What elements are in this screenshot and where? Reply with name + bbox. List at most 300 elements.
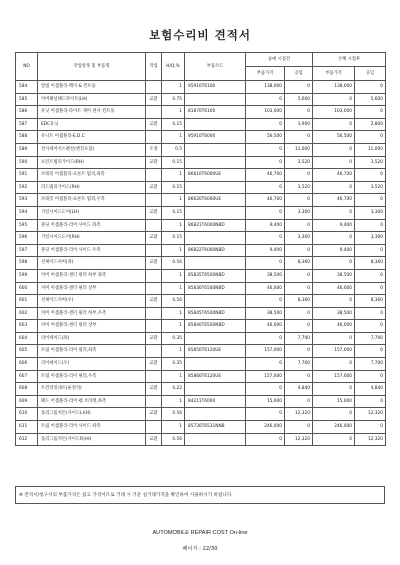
cell-hq: 0.15: [162, 156, 185, 169]
cell-code: [185, 295, 246, 308]
cell-part-price: 0: [246, 118, 285, 131]
cell-no: 608: [16, 383, 38, 396]
cell-part-price: 0: [246, 143, 285, 156]
cell-part-price-2: 38,500: [313, 307, 355, 320]
cell-work: [146, 282, 162, 295]
cell-code: 85840T6500NBD: [185, 320, 246, 333]
cell-hq: 0.15: [162, 118, 185, 131]
cell-name: 앞범 어셈블리-백미 & 컨트롤: [38, 81, 146, 94]
cell-hq: 1: [162, 169, 185, 182]
table-row: [16, 282, 386, 295]
cell-part-price-2: 9,400: [313, 219, 355, 232]
cell-work: 교환: [146, 93, 162, 106]
document-title: 보험수리비 견적서: [149, 28, 251, 42]
cell-labor-2: 5,600: [355, 93, 386, 106]
cell-part-price-2: 0: [313, 156, 355, 169]
page-indicator: 페이지 : 22/30: [182, 546, 218, 552]
cell-part-price-2: 46,700: [313, 194, 355, 207]
cell-part-price: 157,000: [246, 345, 285, 358]
cell-labor: 8,360: [285, 257, 313, 270]
cell-part-price: 0: [246, 181, 285, 194]
cell-part-price: 38,500: [246, 269, 285, 282]
cell-code: 85850T6120UE: [185, 345, 246, 358]
cell-name: 리드범퍼가이드(RH): [38, 181, 146, 194]
cell-part-price-2: 0: [313, 433, 355, 446]
table-body: [16, 81, 386, 446]
cell-labor-2: 0: [355, 219, 386, 232]
cell-labor: 0: [285, 169, 313, 182]
cell-labor-2: 0: [355, 169, 386, 182]
cell-code: 85860T6120UE: [185, 370, 246, 383]
cell-part-price-2: 157,000: [313, 370, 355, 383]
cell-work: [146, 81, 162, 94]
cell-code: [185, 383, 246, 396]
cell-work: [146, 219, 162, 232]
cell-name: 브래킷 어셈블리-프론트 범퍼,좌측: [38, 169, 146, 182]
cell-name: 전자제어서스펜션(엔진포함): [38, 143, 146, 156]
cell-part-price: 46,000: [246, 320, 285, 333]
cell-labor: 4,840: [285, 383, 313, 396]
cell-name: 롤리그롭커튼(사이드R)(H): [38, 433, 146, 446]
cell-code: [185, 206, 246, 219]
cell-no: 612: [16, 433, 38, 446]
cell-labor: 0: [285, 244, 313, 257]
cell-name: 커버 어셈블리-센터 필러 하부,우측: [38, 307, 146, 320]
cell-part-price: 46,000: [246, 282, 285, 295]
cell-name: 트림 어셈블리-리어 필러,우측: [38, 370, 146, 383]
cell-hq: 1: [162, 131, 185, 144]
table-row: [16, 118, 386, 131]
cell-labor: 3,520: [285, 181, 313, 194]
cell-name: 가일사이드도어(LH): [38, 206, 146, 219]
cell-work: 교환: [146, 408, 162, 421]
cell-code: [185, 143, 246, 156]
cell-part-price-2: 0: [313, 408, 355, 421]
cell-labor-2: 4,840: [355, 383, 386, 396]
header-labor-2: 공임: [355, 67, 386, 81]
cell-part-price: 0: [246, 156, 285, 169]
table-row: [16, 169, 386, 182]
table-row: [16, 395, 386, 408]
cell-labor-2: 0: [355, 106, 386, 119]
cell-no: 585: [16, 93, 38, 106]
cell-labor: 0: [285, 320, 313, 333]
cell-labor: 5,600: [285, 93, 313, 106]
cell-labor-2: 0: [355, 345, 386, 358]
cell-no: 610: [16, 408, 38, 421]
header-name: 작업항목 및 부품명: [38, 53, 146, 81]
cell-code: 85835T6500NBD: [185, 269, 246, 282]
cell-hq: 0.15: [162, 232, 185, 245]
cell-code: 85845T6500NBD: [185, 307, 246, 320]
cell-work: 교환: [146, 232, 162, 245]
cell-code: 84211T6000: [185, 395, 246, 408]
cell-no: 598: [16, 257, 38, 270]
cell-part-price-2: 246,000: [313, 421, 355, 434]
cell-part-price-2: 0: [313, 93, 355, 106]
cell-part-price-2: 46,000: [313, 282, 355, 295]
table-row: [16, 93, 386, 106]
cell-labor: 3,520: [285, 156, 313, 169]
cell-no: 595: [16, 219, 38, 232]
cell-part-price-2: 0: [313, 332, 355, 345]
cell-work: [146, 131, 162, 144]
cell-no: 589: [16, 143, 38, 156]
cell-hq: 1: [162, 370, 185, 383]
cell-name: EDC유닛: [38, 118, 146, 131]
cell-hq: 0.35: [162, 358, 185, 371]
cell-hq: 0.56: [162, 295, 185, 308]
table-row: [16, 345, 386, 358]
header-code: 부품코드: [185, 53, 246, 81]
cell-hq: 0.56: [162, 257, 185, 270]
cell-hq: 0.56: [162, 408, 185, 421]
cell-labor-2: 3,520: [355, 181, 386, 194]
cell-no: 602: [16, 307, 38, 320]
cell-no: 584: [16, 81, 38, 94]
cell-work: 교환: [146, 118, 162, 131]
cell-hq: 1: [162, 81, 185, 94]
header-labor: 공임: [285, 67, 313, 81]
cell-part-price-2: 56,500: [313, 131, 355, 144]
cell-code: 95910T6000: [185, 131, 246, 144]
table-row: [16, 370, 386, 383]
cell-no: 596: [16, 232, 38, 245]
cell-labor: 0: [285, 106, 313, 119]
table-row: [16, 332, 386, 345]
cell-code: 86822T6000NBD: [185, 244, 246, 257]
table-row: [16, 131, 386, 144]
cell-hq: 0.22: [162, 383, 185, 396]
cell-name: 유니트 어셈블리-E.D.C: [38, 131, 146, 144]
cell-work: 교환: [146, 257, 162, 270]
cell-work: 교환: [146, 295, 162, 308]
cell-labor: 0: [285, 370, 313, 383]
cell-hq: 1: [162, 307, 185, 320]
cell-part-price: 46,700: [246, 169, 285, 182]
cell-no: 587: [16, 118, 38, 131]
table-row: [16, 408, 386, 421]
cell-labor-2: 8,360: [355, 295, 386, 308]
cell-work: [146, 106, 162, 119]
cell-name: 선셰이드커버(우): [38, 295, 146, 308]
cell-name: 선셰이드커버(좌): [38, 257, 146, 270]
cell-work: [146, 269, 162, 282]
cell-no: 594: [16, 206, 38, 219]
cell-name: 가일사이드도어(RH): [38, 232, 146, 245]
cell-no: 605: [16, 345, 38, 358]
cell-name: 트림 어셈블리-리어 필러,좌측: [38, 345, 146, 358]
cell-labor-2: 0: [355, 244, 386, 257]
cell-labor-2: 0: [355, 370, 386, 383]
cell-part-price: 0: [246, 206, 285, 219]
table-row: [16, 181, 386, 194]
cell-code: [185, 118, 246, 131]
cell-part-price: 0: [246, 93, 285, 106]
table-row: [16, 358, 386, 371]
cell-work: [146, 194, 162, 207]
cell-work: 교환: [146, 206, 162, 219]
cell-part-price-2: 9,400: [313, 244, 355, 257]
cell-labor: 0: [285, 282, 313, 295]
cell-code: 86821T6000NBD: [185, 219, 246, 232]
cell-labor-2: 7,700: [355, 358, 386, 371]
cell-labor: 3,300: [285, 232, 313, 245]
table-row: [16, 383, 386, 396]
cell-labor-2: 12,320: [355, 433, 386, 446]
cell-part-price: 15,000: [246, 395, 285, 408]
cell-work: 교환: [146, 383, 162, 396]
header-damage-group: 손해 시점후: [313, 53, 386, 67]
cell-hq: 1: [162, 194, 185, 207]
cell-name: 트림 어셈블리-리어 사이드 좌측: [38, 421, 146, 434]
cell-part-price: 46,700: [246, 194, 285, 207]
cell-part-price-2: 103,000: [313, 106, 355, 119]
cell-part-price: 9,400: [246, 219, 285, 232]
cell-part-price-2: 0: [313, 143, 355, 156]
cell-name: 커버패널헤드라이트(LH): [38, 93, 146, 106]
cell-labor: 12,320: [285, 433, 313, 446]
cell-part-price-2: 0: [313, 358, 355, 371]
cell-work: 교환: [146, 358, 162, 371]
cell-work: [146, 421, 162, 434]
table-row: [16, 269, 386, 282]
cell-work: [146, 169, 162, 182]
cell-part-price-2: 0: [313, 118, 355, 131]
cell-labor-2: 3,300: [355, 206, 386, 219]
cell-work: [146, 345, 162, 358]
cell-labor: 0: [285, 421, 313, 434]
cell-labor: 7,700: [285, 332, 313, 345]
cell-name: 프런트범퍼가이드(RH): [38, 156, 146, 169]
cell-hq: 1: [162, 244, 185, 257]
cell-part-price-2: 0: [313, 181, 355, 194]
cell-part-price: 9,400: [246, 244, 285, 257]
cell-labor-2: 0: [355, 194, 386, 207]
cell-part-price-2: 138,000: [313, 81, 355, 94]
cell-part-price-2: 0: [313, 232, 355, 245]
cell-part-price-2: 46,000: [313, 320, 355, 333]
footer-brand: AUTOMOBILE REPAIR COST On-line: [152, 530, 248, 536]
table-row: [16, 194, 386, 207]
cell-no: 590: [16, 156, 38, 169]
cell-code: 85730T6531NNB: [185, 421, 246, 434]
table-row: [16, 257, 386, 270]
cell-hq: 0.75: [162, 93, 185, 106]
cell-labor-2: 7,700: [355, 332, 386, 345]
cell-labor: 0: [285, 219, 313, 232]
cell-no: 604: [16, 332, 38, 345]
cell-labor-2: 12,320: [355, 408, 386, 421]
cell-work: [146, 307, 162, 320]
table-row: [16, 307, 386, 320]
cell-hq: 0.56: [162, 433, 185, 446]
cell-labor-2: 0: [355, 320, 386, 333]
cell-part-price: 38,500: [246, 307, 285, 320]
cell-labor: 0: [285, 194, 313, 207]
cell-work: 교환: [146, 181, 162, 194]
cell-labor: 3,300: [285, 206, 313, 219]
cell-part-price-2: 0: [313, 257, 355, 270]
cell-labor: 0: [285, 131, 313, 144]
header-no: NO: [16, 53, 38, 81]
cell-labor-2: 11,000: [355, 143, 386, 156]
cell-no: 603: [16, 320, 38, 333]
cell-labor: 0: [285, 345, 313, 358]
cell-no: 588: [16, 131, 38, 144]
cell-labor: 3,900: [285, 118, 313, 131]
cell-code: 86620T6000UE: [185, 194, 246, 207]
cell-labor: 11,000: [285, 143, 313, 156]
table-row: [16, 320, 386, 333]
cell-code: 85830T6500NBD: [185, 282, 246, 295]
cell-part-price: 56,500: [246, 131, 285, 144]
header-work: 작업: [146, 53, 162, 81]
cell-labor: 8,360: [285, 295, 313, 308]
header-hq: H/Q,%: [162, 53, 185, 81]
cell-code: [185, 433, 246, 446]
table-row: [16, 106, 386, 119]
cell-hq: 1: [162, 395, 185, 408]
cell-labor: 0: [285, 307, 313, 320]
cell-code: [185, 181, 246, 194]
cell-part-price-2: 38,500: [313, 269, 355, 282]
cell-labor-2: 8,360: [355, 257, 386, 270]
header-part-price-2: 부품가격: [313, 67, 355, 81]
cell-name: 리어셰이드(좌): [38, 332, 146, 345]
cell-code: [185, 408, 246, 421]
cell-work: [146, 370, 162, 383]
table-row: [16, 81, 386, 94]
cell-part-price-2: 0: [313, 295, 355, 308]
cell-work: 조정: [146, 143, 162, 156]
table-row: [16, 295, 386, 308]
cell-hq: 1: [162, 219, 185, 232]
table-row: [16, 206, 386, 219]
cell-part-price: 0: [246, 295, 285, 308]
table-row: [16, 143, 386, 156]
cell-no: 601: [16, 295, 38, 308]
cell-labor: 0: [285, 81, 313, 94]
cell-part-price-2: 15,000: [313, 395, 355, 408]
cell-name: 리어셰이드(우): [38, 358, 146, 371]
cell-labor: 12,320: [285, 408, 313, 421]
cell-labor-2: 0: [355, 421, 386, 434]
price-notice: ※ 견적서/청구서의 부품가격은 참고 가격이므로 거래 시 기준 실거래가격을 확인하여 사용하시기 바랍니다.: [15, 486, 385, 504]
cell-code: 81870T6100: [185, 106, 246, 119]
cell-code: [185, 93, 246, 106]
cell-part-price-2: 0: [313, 383, 355, 396]
cell-no: 611: [16, 421, 38, 434]
cell-hq: 1: [162, 421, 185, 434]
cell-labor-2: 0: [355, 395, 386, 408]
cell-hq: 1: [162, 345, 185, 358]
cell-no: 591: [16, 169, 38, 182]
cell-no: 606: [16, 358, 38, 371]
cell-part-price: 0: [246, 332, 285, 345]
cell-name: 커버 어셈블리-센터 필러 하부 좌측: [38, 269, 146, 282]
cell-code: 95910T6100: [185, 81, 246, 94]
cell-labor-2: 3,300: [355, 232, 386, 245]
cell-part-price-2: 0: [313, 206, 355, 219]
cell-code: [185, 358, 246, 371]
cell-labor-2: 0: [355, 282, 386, 295]
cell-hq: 0.15: [162, 181, 185, 194]
cell-no: 609: [16, 395, 38, 408]
cell-hq: 1: [162, 269, 185, 282]
cell-name: 롤리그롭커튼(사이드L)(H): [38, 408, 146, 421]
cell-no: 600: [16, 282, 38, 295]
cell-part-price: 0: [246, 358, 285, 371]
cell-part-price: 157,000: [246, 370, 285, 383]
table-row: [16, 433, 386, 446]
cell-labor: 7,700: [285, 358, 313, 371]
cell-part-price: 246,000: [246, 421, 285, 434]
cell-part-price: 103,000: [246, 106, 285, 119]
cell-hq: 1: [162, 106, 185, 119]
cell-labor-2: 3,520: [355, 156, 386, 169]
table-row: [16, 421, 386, 434]
cell-name: 브래킷 어셈블리-프론트 범퍼,우측: [38, 194, 146, 207]
cell-no: 593: [16, 194, 38, 207]
cell-hq: 1: [162, 320, 185, 333]
estimate-table: [15, 52, 386, 446]
cell-work: [146, 244, 162, 257]
cell-labor-2: 0: [355, 131, 386, 144]
cell-name: 몰딩 어셈블리-리어 사이드 좌측: [38, 219, 146, 232]
cell-no: 592: [16, 181, 38, 194]
cell-hq: 1: [162, 282, 185, 295]
cell-name: 트윈리밍네트(운전석): [38, 383, 146, 396]
cell-labor-2: 0: [355, 307, 386, 320]
cell-part-price: 0: [246, 232, 285, 245]
cell-hq: 0.35: [162, 332, 185, 345]
cell-part-price: 138,000: [246, 81, 285, 94]
cell-no: 607: [16, 370, 38, 383]
cell-labor-2: 2,800: [355, 118, 386, 131]
table-row: [16, 244, 386, 257]
cell-code: [185, 257, 246, 270]
cell-hq: 0.5: [162, 143, 185, 156]
header-insured-group: 승애 시점전: [246, 53, 313, 67]
cell-name: 커버 어셈블리-센터 필러 상부: [38, 282, 146, 295]
header-part-price: 부품가격: [246, 67, 285, 81]
table-row: [16, 156, 386, 169]
cell-part-price-2: 46,700: [313, 169, 355, 182]
cell-code: [185, 332, 246, 345]
cell-work: 교환: [146, 332, 162, 345]
cell-work: 교환: [146, 156, 162, 169]
cell-labor: 0: [285, 395, 313, 408]
cell-work: [146, 320, 162, 333]
cell-work: [146, 395, 162, 408]
cell-labor-2: 0: [355, 269, 386, 282]
cell-work: 교환: [146, 433, 162, 446]
cell-labor-2: 0: [355, 81, 386, 94]
table-row: [16, 232, 386, 245]
cell-part-price: 0: [246, 433, 285, 446]
cell-hq: 0.15: [162, 206, 185, 219]
cell-no: 586: [16, 106, 38, 119]
cell-name: 유닛 어셈블리-라이트 제어 센서 컨트롤: [38, 106, 146, 119]
cell-no: 599: [16, 269, 38, 282]
cell-code: 86610T6000UE: [185, 169, 246, 182]
cell-name: 패드 어셈블리-리어 쉘 브라켓,좌측: [38, 395, 146, 408]
cell-part-price: 0: [246, 257, 285, 270]
cell-code: [185, 232, 246, 245]
cell-part-price: 0: [246, 408, 285, 421]
cell-labor: 0: [285, 269, 313, 282]
